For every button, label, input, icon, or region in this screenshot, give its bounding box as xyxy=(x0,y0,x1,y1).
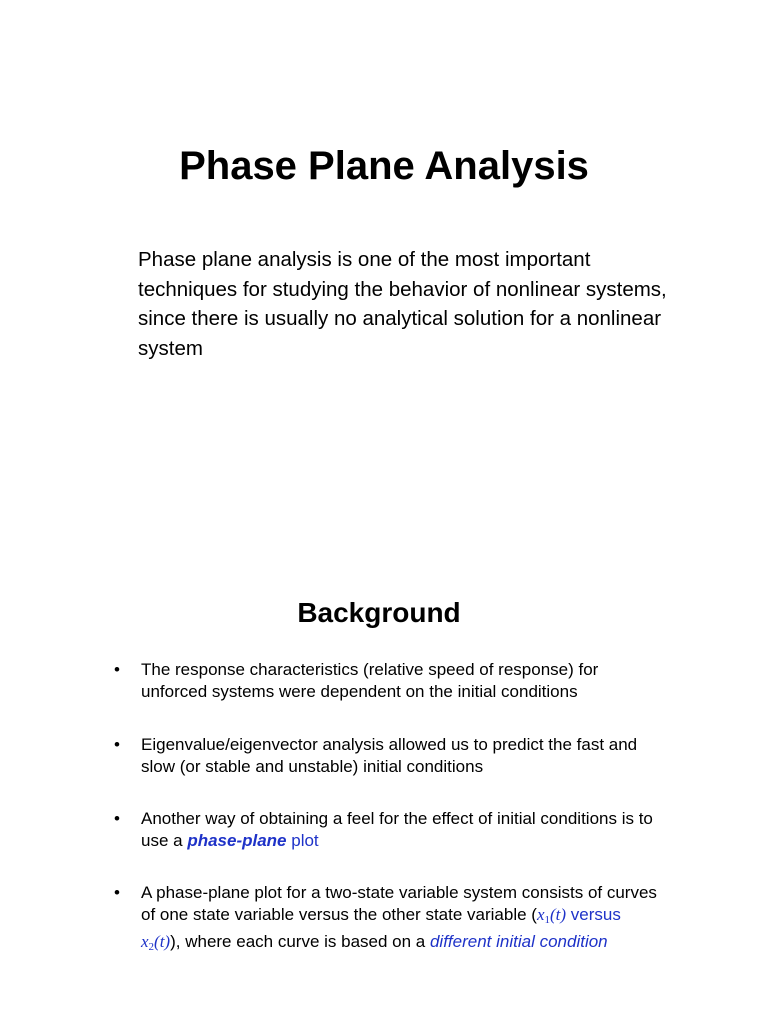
bullet-text: Eigenvalue/eigenvector analysis allowed us to predict the fast and slow (or stable and unstable) initial conditions xyxy=(141,735,638,776)
bullet-item xyxy=(114,734,659,778)
intro-paragraph: Phase plane analysis is one of the most important techniques for studying the behavior of nonlinear systems, since there is usually no analytical solution for a nonlinear system xyxy=(138,248,667,360)
paren-close: ) xyxy=(170,932,176,951)
x2-symbol: x xyxy=(141,932,149,951)
bullet-marker: • xyxy=(114,809,120,828)
different-initial-condition-term: different initial condition xyxy=(429,932,608,951)
bullet-marker: • xyxy=(114,735,120,754)
bullet-text xyxy=(141,882,659,958)
bullet-text-suffix: plot xyxy=(286,831,319,850)
bullet-text xyxy=(141,808,659,852)
bullet-item xyxy=(114,808,659,852)
x2-subscript: 2 xyxy=(148,941,155,953)
bullet-text-prefix: Another way of obtaining a feel for the effect of initial conditions is to use a xyxy=(141,809,653,850)
bullet-text-prefix: A phase-plane plot for a two-state variable system consists of curves of one state variable versus the other state variable xyxy=(141,883,657,924)
state-variable-x2 xyxy=(141,932,170,951)
versus-text: versus xyxy=(566,905,621,924)
x1-argument: (t) xyxy=(550,905,567,924)
paren-open: ( xyxy=(531,905,537,924)
bullet-text-middle: , where each curve is based on a xyxy=(175,932,430,951)
bullet-item xyxy=(114,659,659,703)
section-title: Background xyxy=(297,597,461,628)
phase-plane-term: phase-plane xyxy=(187,831,287,850)
x1-subscript: 1 xyxy=(544,914,550,926)
x2-argument: (t) xyxy=(154,932,171,951)
bullet-text: The response characteristics (relative speed of response) for unforced systems were dependent on the initial conditions xyxy=(141,660,599,701)
bullet-marker: • xyxy=(114,883,120,902)
page-title: Phase Plane Analysis xyxy=(179,144,589,188)
bullet-marker: • xyxy=(114,660,120,679)
state-variable-x1 xyxy=(537,905,566,924)
bullet-item xyxy=(114,882,659,958)
x1-symbol: x xyxy=(536,905,545,924)
